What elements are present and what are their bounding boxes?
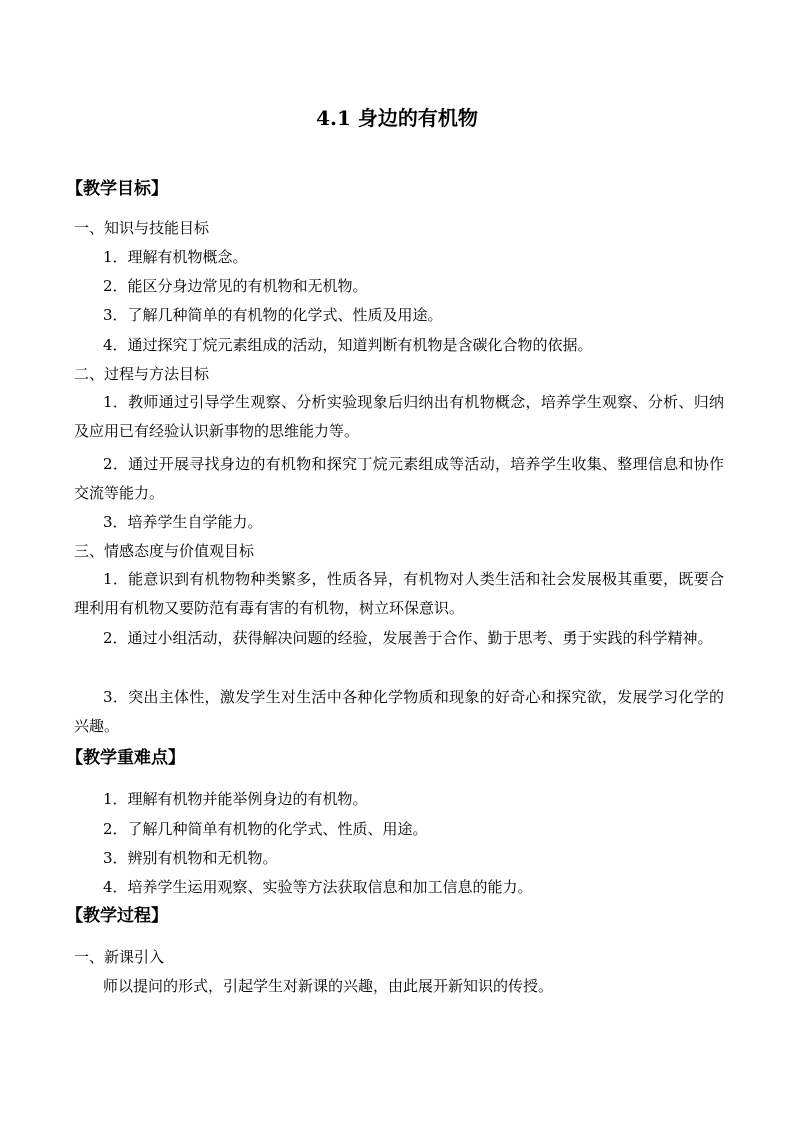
section-heading-process: 【教学过程】	[66, 906, 168, 926]
list-item: 2．能区分身边常见的有机物和无机物。	[103, 277, 368, 295]
list-item: 2．了解几种简单有机物的化学式、性质、用途。	[103, 820, 428, 838]
list-item: 1．理解有机物概念。	[103, 248, 248, 266]
list-item: 1．理解有机物并能举例身边的有机物。	[103, 790, 368, 808]
subheading-attitude: 三、情感态度与价值观目标	[74, 542, 255, 560]
section-heading-key-points: 【教学重难点】	[66, 748, 185, 768]
list-item: 3．辨别有机物和无机物。	[103, 849, 278, 867]
subheading-knowledge: 一、知识与技能目标	[74, 219, 210, 237]
subheading-process: 二、过程与方法目标	[74, 365, 210, 383]
paragraph: 师以提问的形式，引起学生对新课的兴趣，由此展开新知识的传授。	[103, 977, 554, 995]
paragraph: 2．通过开展寻找身边的有机物和探究丁烷元素组成等活动，培养学生收集、整理信息和协作交流等能力。	[74, 455, 724, 502]
paragraph: 3．突出主体性，激发学生对生活中各种化学物质和现象的好奇心和探究欲，发展学习化学的兴趣。	[74, 688, 724, 735]
list-item: 4．培养学生运用观察、实验等方法获取信息和加工信息的能力。	[103, 878, 533, 896]
list-item: 3．培养学生自学能力。	[103, 513, 263, 531]
paragraph: 1．能意识到有机物物种类繁多，性质各异，有机物对人类生活和社会发展极其重要，既要合理利用有机物又要防范有毒有害的有机物，树立环保意识。	[74, 570, 724, 617]
paragraph: 1．教师通过引导学生观察、分析实验现象后归纳出有机物概念，培养学生观察、分析、归纳及应用已有经验认识新事物的思维能力等。	[74, 393, 724, 440]
list-item: 4．通过探究丁烷元素组成的活动，知道判断有机物是含碳化合物的依据。	[103, 336, 593, 354]
section-heading-objectives: 【教学目标】	[66, 179, 168, 199]
paragraph: 2．通过小组活动，获得解决问题的经验，发展善于合作、勤于思考、勇于实践的科学精神。	[103, 629, 713, 647]
subheading-intro: 一、新课引入	[74, 948, 165, 966]
page-title: 4.1 身边的有机物	[316, 106, 478, 130]
list-item: 3．了解几种简单的有机物的化学式、性质及用途。	[103, 306, 443, 324]
